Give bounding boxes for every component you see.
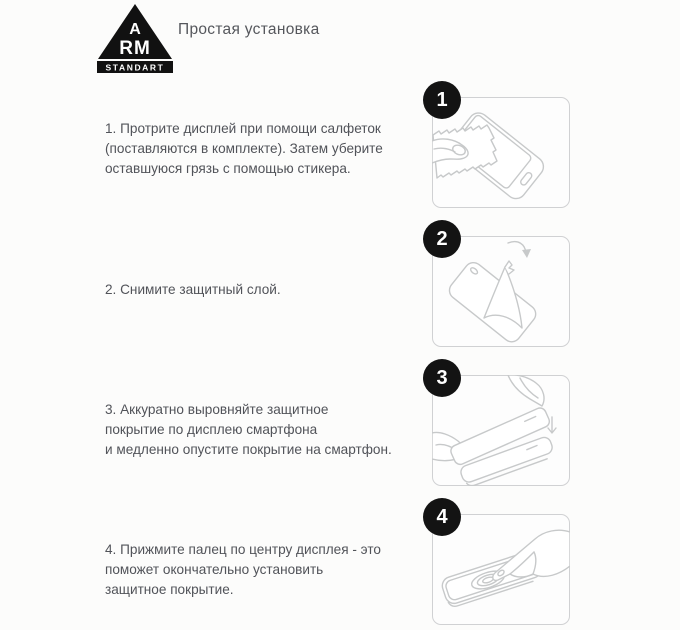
step-4-line: 4. Прижмите палец по центру дисплея - это — [105, 542, 381, 557]
page-title: Простая установка — [178, 21, 320, 38]
step-2-line: 2. Снимите защитный слой. — [105, 282, 281, 297]
step-4-line: защитное покрытие. — [105, 582, 234, 597]
step-1-number-badge: 1 — [423, 81, 461, 119]
logo-letters-rm: RM — [119, 38, 151, 59]
step-3-line: 3. Аккуратно выровняйте защитное — [105, 402, 329, 417]
step-3-text — [105, 400, 445, 460]
step-4-figure — [421, 495, 573, 627]
logo-letter-a: A — [129, 21, 141, 38]
step-2-number-badge: 2 — [423, 220, 461, 258]
step-4-line: поможет окончательно установить — [105, 562, 324, 577]
step-2-figure — [421, 217, 573, 349]
step-3-line: покрытие по дисплею смартфона — [105, 422, 318, 437]
step-1-line: (поставляются в комплекте). Затем уберите — [105, 141, 383, 156]
step-2-text — [105, 280, 445, 300]
step-4-text — [105, 540, 445, 600]
logo-banner-text: STANDART — [105, 62, 165, 73]
step-3-line: и медленно опустите покрытие на смартфон. — [105, 442, 392, 457]
brand-logo-icon — [96, 3, 174, 73]
step-1-text — [105, 119, 445, 179]
brand-logo — [96, 3, 174, 73]
step-3-number-badge: 3 — [423, 359, 461, 397]
step-3-figure — [421, 356, 573, 488]
step-4-number-badge: 4 — [423, 498, 461, 536]
step-1-line: оставшуюся грязь с помощью стикера. — [105, 161, 351, 176]
step-1-figure — [421, 78, 573, 210]
step-1-line: 1. Протрите дисплей при помощи салфеток — [105, 121, 381, 136]
